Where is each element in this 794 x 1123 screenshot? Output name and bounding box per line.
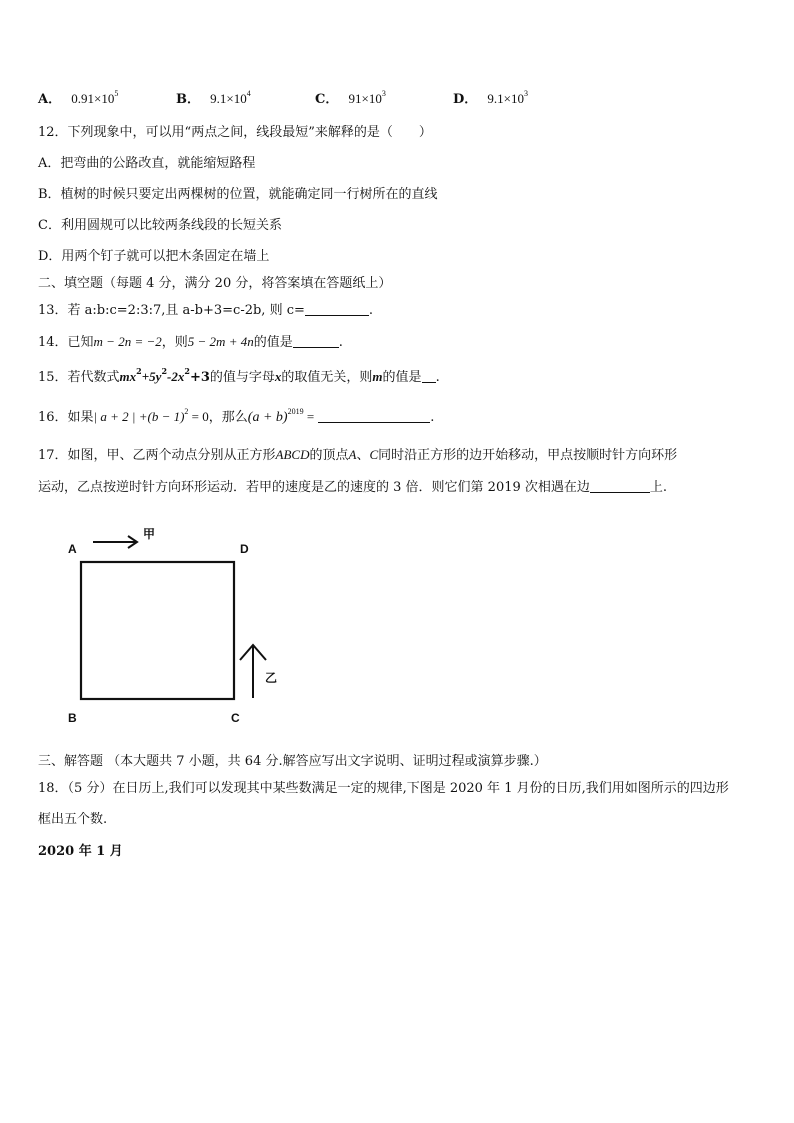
square-diagram <box>60 520 300 740</box>
q11-option-d <box>453 88 528 107</box>
yi-label: 乙 <box>265 671 278 685</box>
q15-term: mx <box>119 369 137 384</box>
q17-sep: 、 <box>356 448 370 463</box>
q15-end: . <box>435 370 440 385</box>
q11-option-b <box>176 88 251 107</box>
q17-line-2 <box>38 479 667 497</box>
q17-square: ABCD <box>275 447 310 462</box>
answer-blank <box>305 302 369 316</box>
q17-point-c: C <box>369 447 379 462</box>
q15-term: -2x <box>167 369 185 384</box>
q12-option-d: D．用两个钉子就可以把木条固定在墙上 <box>38 249 270 264</box>
q11-option-a <box>38 88 118 107</box>
section-3-heading: 三、解答题 （本大题共 7 小题，共 64 分.解答应写出文字说明、证明过程或演算步骤.） <box>38 754 547 769</box>
answer-blank <box>293 334 339 348</box>
q17-text: 运动，乙点按逆时针方向环形运动．若甲的速度是乙的速度的 3 倍．则它们第 2019 次相遇在边 <box>38 480 590 495</box>
q16-condition-rhs: = 0 <box>188 409 209 424</box>
jia-label: 甲 <box>143 527 156 541</box>
q16-equals: = <box>303 409 315 424</box>
calendar-caption: 2020 年 1 月 <box>38 844 123 859</box>
q16-end: . <box>430 410 435 425</box>
q15-term: +5y <box>141 369 162 384</box>
vertex-b-label: B <box>68 711 77 725</box>
option-letter: D． <box>453 92 478 107</box>
q11-option-c <box>315 88 386 107</box>
q15-var: x <box>274 369 282 384</box>
exponent: 2 <box>184 407 189 416</box>
q16 <box>38 408 434 427</box>
q15-term: +3 <box>189 370 210 385</box>
option-times: ×10 <box>226 91 247 106</box>
q18-line-1: 18．（5 分）在日历上,我们可以发现其中某些数满足一定的规律,下图是 2020 年 1 月份的日历,我们用如图所示的四边形 <box>38 781 729 796</box>
q16-text: 16．如果 <box>38 410 94 425</box>
option-exponent: 3 <box>524 89 529 98</box>
q13 <box>38 302 373 320</box>
answer-blank <box>422 369 436 383</box>
option-exponent: 5 <box>114 89 119 98</box>
option-exponent: 3 <box>381 89 386 98</box>
answer-blank <box>590 479 650 493</box>
q12-option-a: A．把弯曲的公路改直，就能缩短路程 <box>38 156 256 171</box>
q17-point-a: A <box>348 447 357 462</box>
q18-line-2: 框出五个数. <box>38 812 108 827</box>
q14-expression: 5 − 2m + 4n <box>187 334 254 349</box>
exponent: 2019 <box>287 407 304 416</box>
q17-text: 同时沿正方形的边开始移动，甲点按顺时针方向环形 <box>378 448 678 463</box>
q14-end: . <box>338 335 343 350</box>
q12-stem: 12．下列现象中，可以用“两点之间，线段最短”来解释的是（ ） <box>38 125 432 140</box>
q14-text: 14．已知 <box>38 335 94 350</box>
option-times: ×10 <box>503 91 525 106</box>
jia-arrow <box>93 536 137 548</box>
q14 <box>38 333 343 352</box>
q12-option-c: C．利用圆规可以比较两条线段的长短关系 <box>38 218 282 233</box>
q15-var2: m <box>372 369 383 384</box>
q17-text: 的顶点 <box>309 448 349 463</box>
q17-text: 上. <box>649 480 668 495</box>
option-times: ×10 <box>93 91 115 106</box>
q16-condition: | a + 2 | +(b − 1) <box>93 409 185 424</box>
q13-end: . <box>368 303 374 318</box>
option-letter: B． <box>176 92 200 107</box>
q15 <box>38 368 440 387</box>
vertex-a-label: A <box>68 542 77 556</box>
option-times: ×10 <box>361 91 382 106</box>
q17-line-1 <box>38 446 677 465</box>
vertex-c-label: C <box>231 711 240 725</box>
exponent: 2 <box>184 366 190 376</box>
q15-mid: 的值与字母 <box>209 370 275 385</box>
option-mantissa: 0.91 <box>71 91 94 106</box>
option-exponent: 4 <box>246 89 251 98</box>
yi-arrow <box>240 645 266 698</box>
q14-mid: ，则 <box>161 335 188 350</box>
q14-condition: m − 2n = −2 <box>93 334 162 349</box>
exponent: 2 <box>161 366 168 376</box>
q12-option-b: B．植树的时候只要定出两棵树的位置，就能确定同一行树所在的直线 <box>38 187 438 202</box>
answer-blank <box>318 409 430 423</box>
q13-text: 13．若 a:b:c=2:3:7,且 a-b+3=c-2b, 则 c= <box>38 303 305 318</box>
q16-mid: ，那么 <box>208 410 248 425</box>
q15-suffix: 的值是 <box>382 370 422 385</box>
vertex-d-label: D <box>240 542 249 556</box>
q17-text: 17．如图，甲、乙两个动点分别从正方形 <box>38 448 276 463</box>
option-mantissa: 91 <box>348 91 362 106</box>
option-letter: C． <box>315 92 339 107</box>
q16-expression: (a + b) <box>247 410 288 425</box>
square-abcd <box>81 562 234 699</box>
option-mantissa: 9.1 <box>210 91 227 106</box>
option-mantissa: 9.1 <box>487 91 504 106</box>
q15-text: 15．若代数式 <box>38 370 120 385</box>
q14-suffix: 的值是 <box>253 335 293 350</box>
q15-mid2: 的取值无关，则 <box>281 370 373 385</box>
option-letter: A． <box>38 92 62 107</box>
section-2-heading: 二、填空题（每题 4 分，满分 20 分，将答案填在答题纸上） <box>38 276 392 291</box>
exponent: 2 <box>136 366 142 376</box>
